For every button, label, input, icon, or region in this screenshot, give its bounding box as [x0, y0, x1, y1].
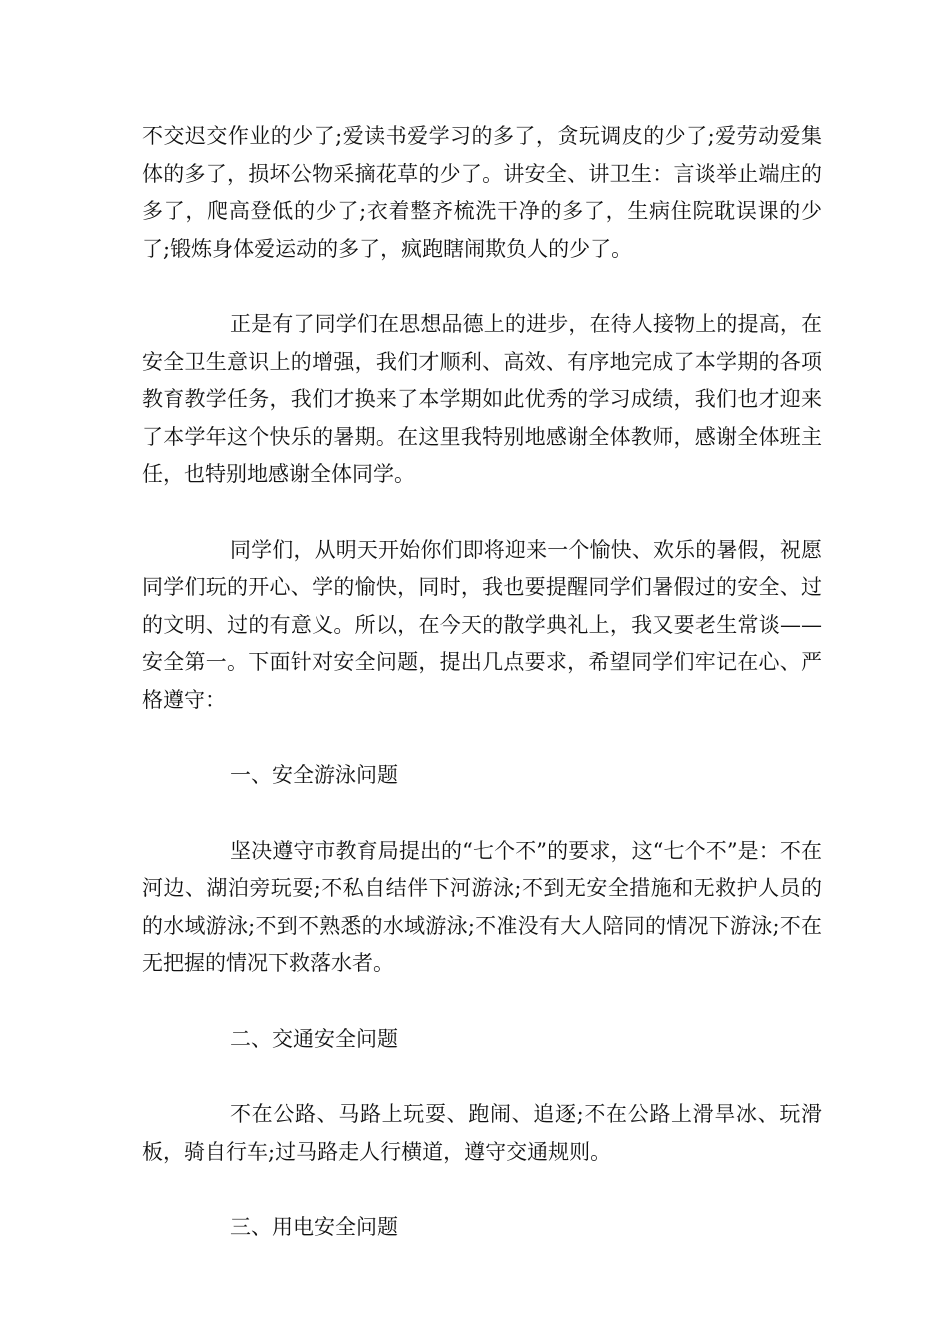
section-heading-swimming: 一、安全游泳问题	[230, 763, 398, 787]
paragraph-summer-safety-intro: 同学们，从明天开始你们即将迎来一个愉快、欢乐的暑假，祝愿同学们玩的开心、学的愉快，同时，我也要提醒同学们暑假过的安全、过的文明、过的有意义。所以，在今天的散学典礼上，我又要老生常谈——安全第一。下面针对安全问题，提出几点要求，希望同学们牢记在心、严格遵守：	[142, 537, 822, 712]
paragraph-progress-thanks: 正是有了同学们在思想品德上的进步，在待人接物上的提高，在安全卫生意识上的增强，我们才顺利、高效、有序地完成了本学期的各项教育教学任务，我们才换来了本学期如此优秀的学习成绩，我们也才迎来了本学年这个快乐的暑期。在这里我特别地感谢全体教师，感谢全体班主任，也特别地感谢全体同学。	[142, 312, 822, 486]
paragraph-continuation: 不交迟交作业的少了;爱读书爱学习的多了，贪玩调皮的少了;爱劳动爱集体的多了，损坏公物采摘花草的少了。讲安全、讲卫生：言谈举止端庄的多了，爬高登低的少了;衣着整齐梳洗干净的多了，生病住院耽误课的少了;锻炼身体爱运动的多了，疯跑瞎闹欺负人的少了。	[142, 124, 822, 261]
paragraph-swimming-rules: 坚决遵守市教育局提出的“七个不”的要求，这“七个不”是：不在河边、湖泊旁玩耍;不私自结伴下河游泳;不到无安全措施和无救护人员的的水域游泳;不到不熟悉的水域游泳;不准没有大人陪同的情况下游泳;不在无把握的情况下救落水者。	[142, 838, 822, 975]
section-heading-traffic: 二、交通安全问题	[230, 1026, 398, 1051]
section-heading-electricity: 三、用电安全问题	[230, 1215, 398, 1239]
paragraph-traffic-rules: 不在公路、马路上玩耍、跑闹、追逐;不在公路上滑旱冰、玩滑板，骑自行车;过马路走人行横道，遵守交通规则。	[142, 1102, 822, 1164]
document-body	[142, 118, 822, 1285]
